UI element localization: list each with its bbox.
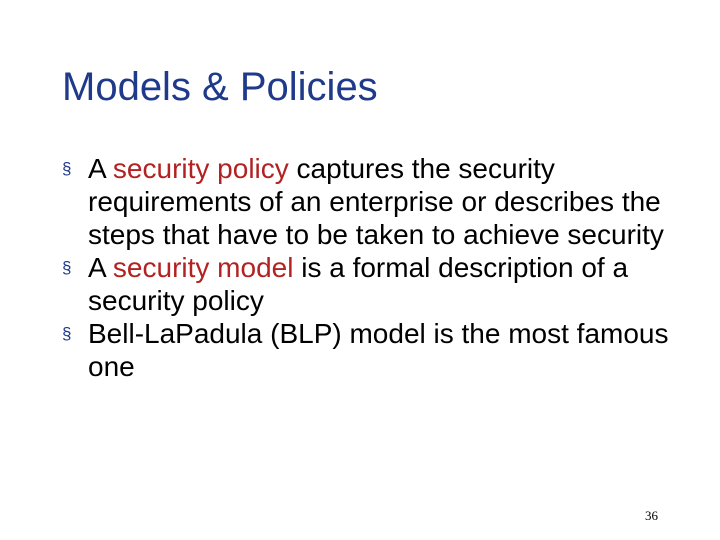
bullet-text-suffix: captures the security requirements of an enterprise or describes the steps that have to be taken to achieve security [88,153,664,250]
bullet-text-prefix: A [88,153,113,184]
bullet-blp-model [62,317,702,383]
square-bullet-icon: § [62,324,72,343]
slide-number: 36 [645,508,658,523]
bullet-text-suffix: is a formal description of a security policy [88,252,629,316]
bullet-security-policy [62,152,702,251]
term-security-model: security model [112,252,294,283]
slide-title: Models & Policies [62,65,378,109]
bullet-list [62,152,702,383]
bullet-security-model [62,251,702,317]
bullet-text-prefix: A [88,252,113,283]
square-bullet-icon: § [62,258,72,277]
square-bullet-icon: § [62,159,72,178]
bullet-text: Bell-LaPadula (BLP) model is the most famous one [88,318,669,382]
term-security-policy: security policy [112,153,289,184]
